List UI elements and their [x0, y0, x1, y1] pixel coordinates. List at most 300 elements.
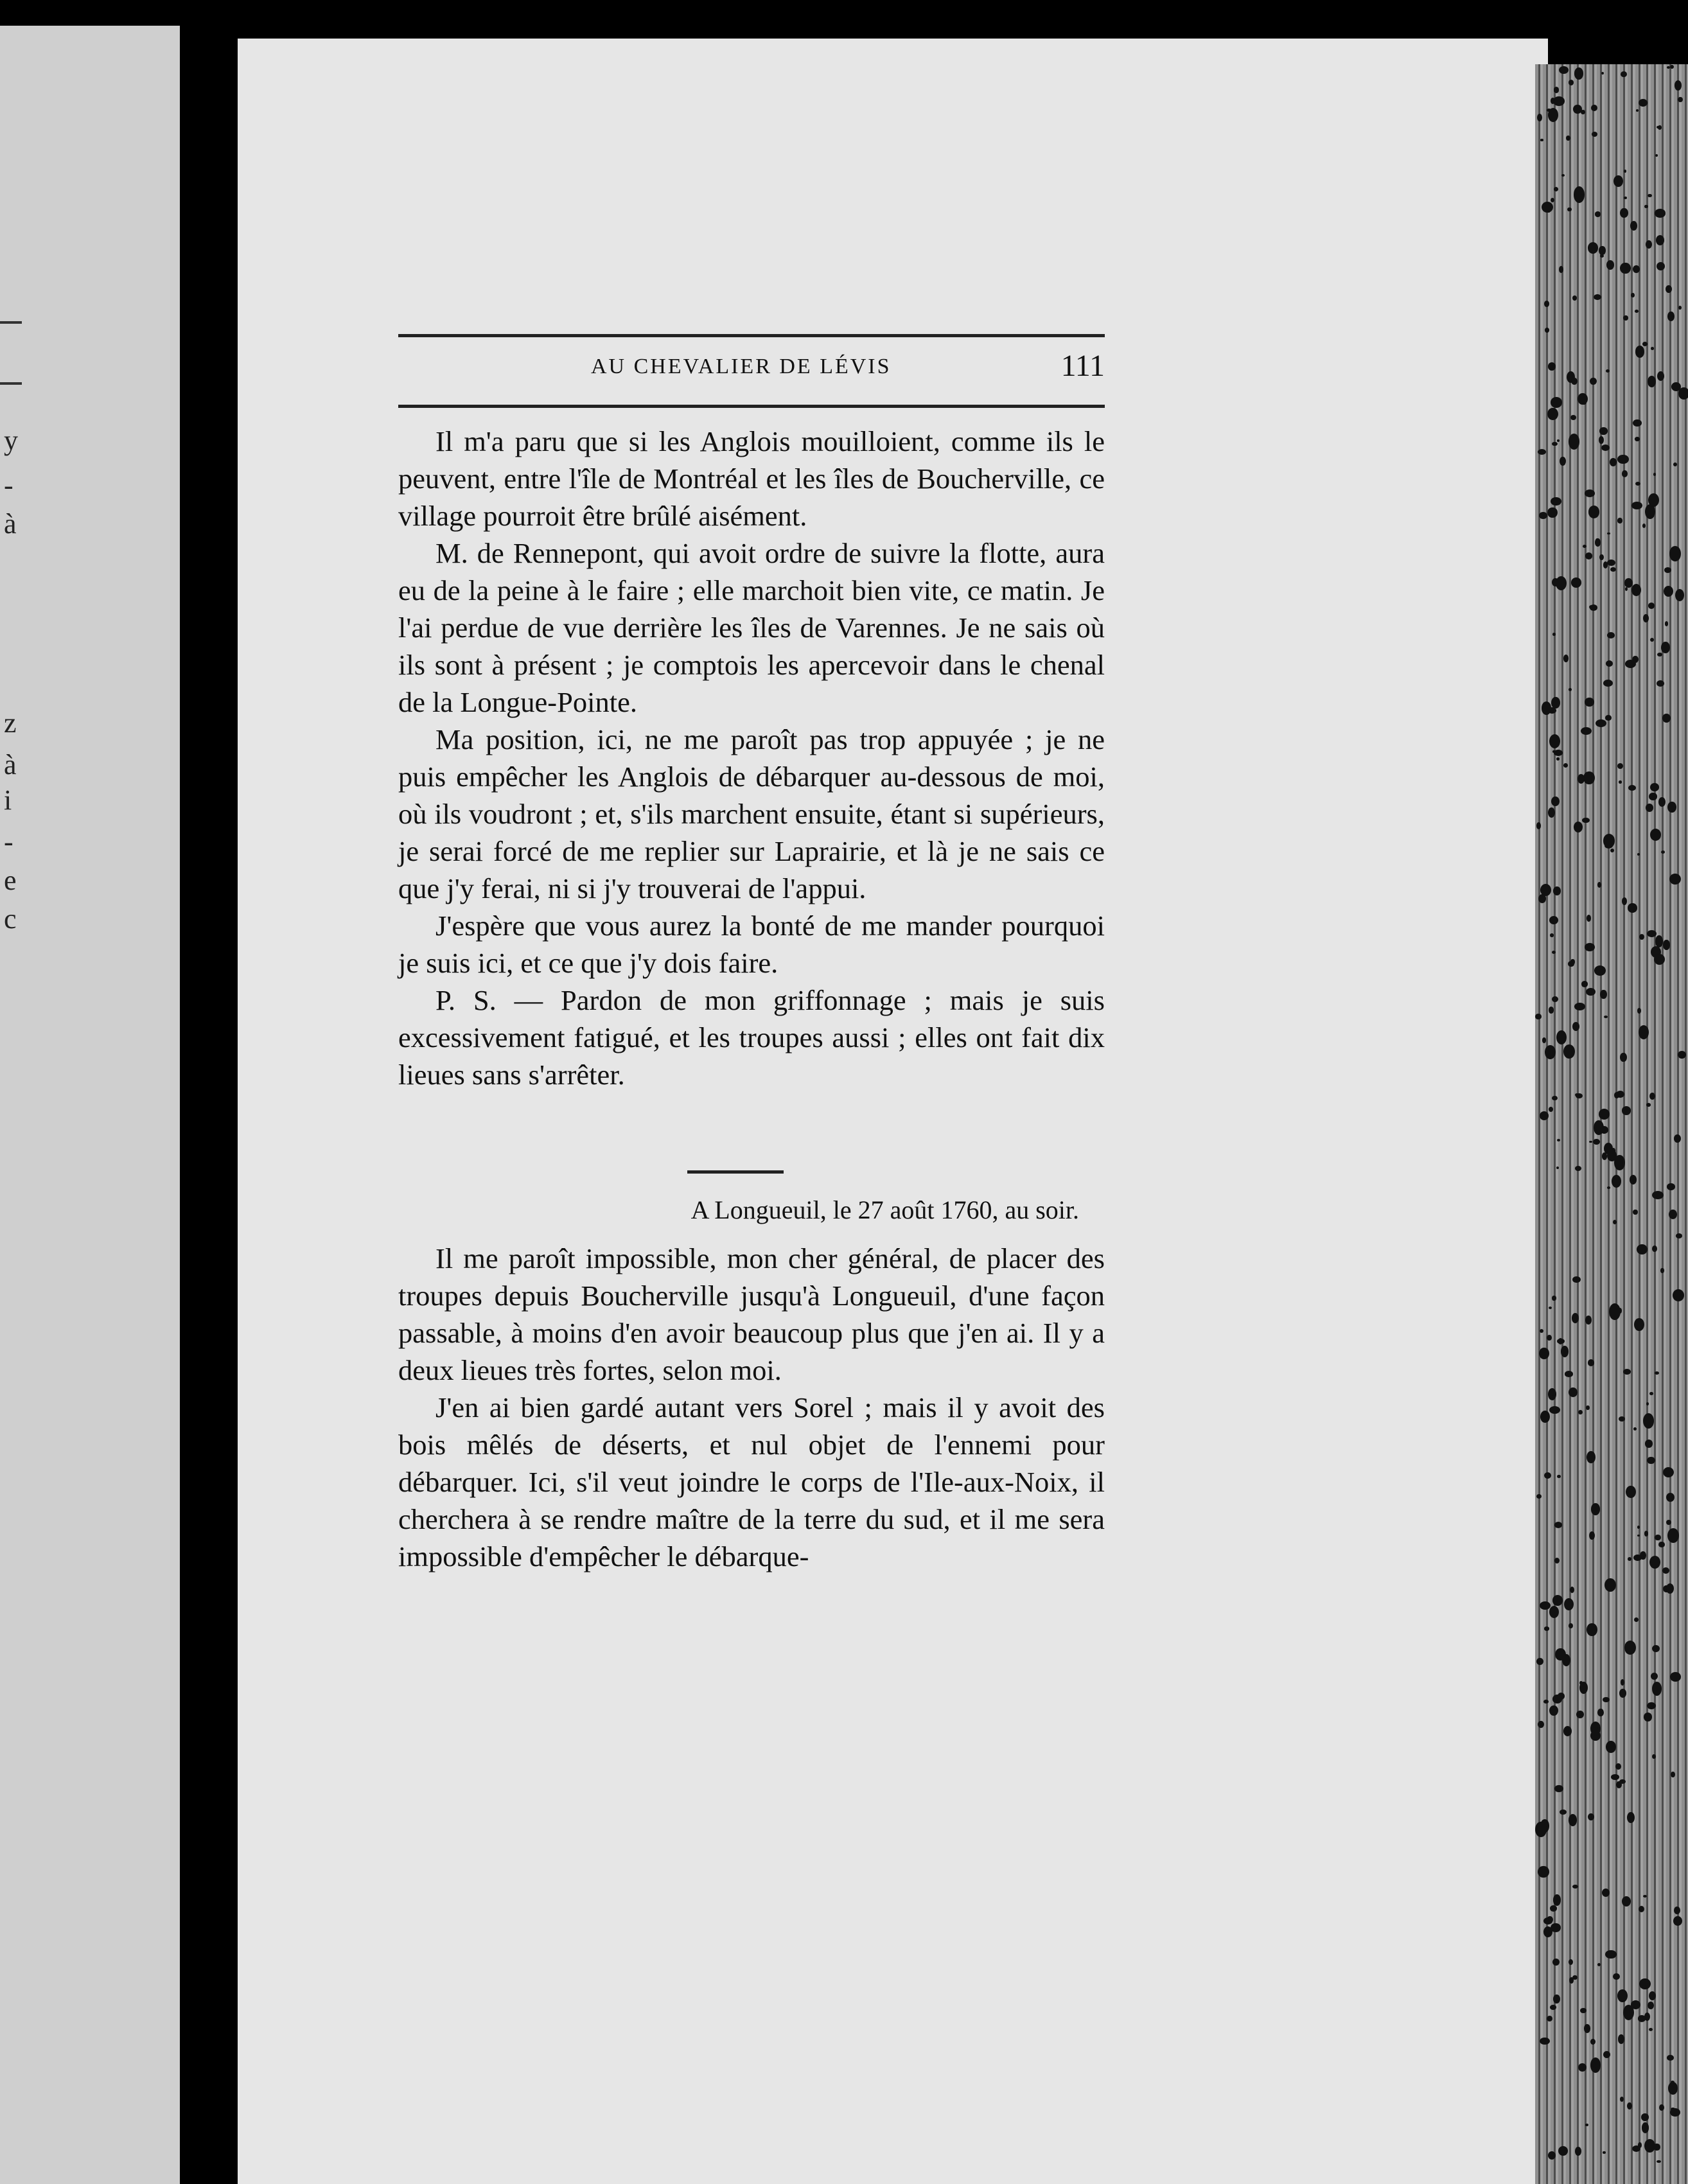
facing-page-edge [0, 26, 180, 2184]
edge-speckle [1624, 1641, 1636, 1655]
edge-speckle [1657, 2160, 1660, 2163]
edge-speckle [1588, 1813, 1594, 1820]
edge-speckle [1554, 187, 1558, 191]
edge-speckle [1622, 1106, 1631, 1115]
edge-speckle [1538, 449, 1546, 455]
edge-speckle [1551, 797, 1559, 806]
edge-speckle [1617, 763, 1623, 769]
edge-speckle [1570, 415, 1576, 420]
edge-speckle [1666, 1583, 1674, 1594]
edge-speckle [1626, 1486, 1636, 1499]
edge-speckle [1674, 1907, 1680, 1914]
edge-speckle [1617, 518, 1622, 523]
edge-speckle [1655, 1535, 1660, 1540]
edge-speckle [1603, 1697, 1610, 1702]
edge-speckle [1554, 750, 1563, 756]
edge-speckle [1572, 1975, 1578, 1980]
edge-speckle [1610, 567, 1616, 572]
facing-page-fragment: z [4, 707, 17, 739]
edge-speckle [1633, 1210, 1637, 1215]
edge-speckle [1630, 221, 1637, 231]
edge-speckle [1542, 701, 1552, 715]
edge-speckle [1549, 1307, 1552, 1309]
edge-speckle [1637, 1244, 1648, 1255]
edge-speckle [1584, 2024, 1590, 2032]
edge-speckle [1549, 1107, 1554, 1112]
edge-speckle [1657, 262, 1665, 270]
edge-speckle [1588, 1359, 1595, 1366]
edge-speckle [1639, 934, 1644, 940]
edge-speckle [1565, 1371, 1573, 1377]
edge-speckle [1600, 990, 1606, 999]
edge-speckle [1540, 1601, 1551, 1610]
edge-speckle [1639, 1978, 1651, 1990]
edge-speckle [1666, 1520, 1671, 1525]
edge-speckle [1549, 1007, 1554, 1014]
edge-speckle [1648, 376, 1656, 387]
edge-speckle [1649, 1991, 1656, 2000]
edge-speckle [1605, 715, 1612, 721]
edge-speckle [1549, 734, 1560, 749]
edge-speckle [1678, 306, 1682, 310]
edge-speckle [1658, 1542, 1665, 1547]
edge-speckle [1552, 1959, 1560, 1966]
edge-speckle [1540, 1411, 1550, 1423]
edge-speckle [1570, 959, 1575, 964]
edge-speckle [1536, 1658, 1543, 1665]
edge-speckle [1607, 533, 1610, 535]
edge-speckle [1574, 1003, 1585, 1010]
edge-speckle [1624, 197, 1626, 199]
edge-speckle [1603, 2051, 1610, 2058]
edge-speckle [1603, 2151, 1606, 2154]
edge-speckle [1622, 470, 1628, 477]
edge-speckle [1553, 886, 1561, 895]
edge-speckle [1585, 1316, 1592, 1325]
edge-speckle [1669, 546, 1681, 561]
edge-speckle [1669, 1210, 1677, 1219]
edge-speckle [1609, 1303, 1621, 1320]
edge-speckle [1549, 1705, 1558, 1716]
edge-speckle [1623, 315, 1628, 321]
edge-speckle [1644, 205, 1648, 209]
edge-speckle [1569, 1959, 1573, 1965]
edge-speckle [1578, 2063, 1587, 2072]
edge-speckle [1554, 1785, 1563, 1793]
running-head: AU CHEVALIER DE LÉVIS [591, 355, 892, 378]
edge-speckle [1630, 1175, 1637, 1184]
facing-page-fragment: à [4, 749, 17, 780]
edge-speckle [1644, 1531, 1648, 1536]
edge-speckle [1653, 473, 1656, 476]
edge-speckle [1620, 208, 1628, 218]
edge-speckle [1543, 1700, 1549, 1704]
edge-speckle [1651, 347, 1654, 350]
edge-speckle [1548, 807, 1555, 818]
edge-speckle [1666, 285, 1672, 293]
edge-speckle [1635, 310, 1639, 313]
edge-speckle [1551, 198, 1554, 202]
edge-speckle [1583, 771, 1594, 785]
edge-speckle [1572, 1313, 1579, 1323]
edge-speckle [1586, 988, 1596, 996]
postscript: P. S. — Pardon de mon griffonnage ; mais je suis excessivement fatigué, et les troupes aussi ; elles ont fait dix lieues sans s'arrêter. [398, 984, 1105, 1091]
edge-speckle [1545, 1045, 1556, 1059]
edge-speckle [1667, 1183, 1675, 1190]
edge-speckle [1602, 1889, 1610, 1897]
edge-speckle [1560, 1810, 1567, 1815]
edge-speckle [1590, 2057, 1601, 2073]
edge-speckle [1566, 136, 1570, 141]
edge-speckle [1559, 66, 1569, 74]
facing-page-fragment: y [4, 425, 18, 456]
edge-speckle [1581, 191, 1585, 195]
edge-speckle [1661, 642, 1670, 653]
edge-speckle [1558, 1338, 1563, 1344]
edge-speckle [1559, 266, 1564, 273]
edge-speckle [1579, 1682, 1588, 1695]
edge-speckle [1678, 97, 1682, 102]
edge-speckle [1554, 87, 1560, 92]
edge-speckle [1540, 139, 1543, 141]
edge-speckle [1664, 567, 1671, 573]
edge-speckle [1663, 1467, 1674, 1477]
edge-speckle [1666, 1493, 1675, 1502]
edge-speckle [1645, 1440, 1653, 1448]
edge-speckle [1549, 916, 1559, 925]
edge-speckle [1556, 1030, 1567, 1044]
edge-speckle [1563, 655, 1569, 662]
edge-speckle [1631, 293, 1634, 297]
edge-speckle [1597, 1963, 1601, 1966]
edge-speckle [1615, 1763, 1621, 1770]
edge-speckle [1536, 822, 1542, 829]
edge-speckle [1554, 1522, 1563, 1528]
edge-speckle [1665, 621, 1669, 626]
edge-speckle [1631, 502, 1642, 509]
header-bottom-rule [398, 405, 1105, 408]
edge-speckle [1633, 419, 1641, 427]
edge-speckle [1587, 1623, 1597, 1636]
edge-speckle [1551, 98, 1555, 104]
edge-speckle [1555, 1648, 1565, 1660]
facing-page-fragment: - [4, 470, 13, 501]
edge-speckle [1557, 1475, 1560, 1478]
edge-speckle [1648, 2002, 1654, 2010]
edge-speckle [1580, 2008, 1586, 2013]
edge-speckle [1592, 132, 1598, 137]
edge-speckle [1540, 1111, 1549, 1120]
edge-speckle [1578, 393, 1588, 405]
edge-speckle [1550, 2005, 1556, 2010]
edge-speckle [1625, 660, 1636, 668]
edge-speckle [1628, 903, 1637, 912]
edge-speckle [1587, 1451, 1596, 1464]
edge-speckle [1671, 1772, 1675, 1777]
edge-speckle [1585, 2124, 1588, 2127]
edge-speckle [1619, 1416, 1625, 1422]
edge-speckle [1670, 65, 1673, 69]
edge-speckle [1675, 589, 1684, 601]
edge-speckle [1655, 1371, 1659, 1375]
edge-speckle [1572, 295, 1577, 301]
edge-speckle [1635, 437, 1640, 441]
edge-speckle [1553, 1995, 1560, 2004]
edge-speckle [1662, 1567, 1669, 1574]
edge-speckle [1569, 434, 1580, 450]
edge-speckle [1660, 1268, 1664, 1273]
edge-speckle [1594, 965, 1606, 976]
edge-speckle [1544, 301, 1549, 307]
edge-speckle [1539, 1348, 1549, 1359]
edge-speckle [1647, 1457, 1655, 1464]
edge-speckle [1648, 493, 1659, 507]
edge-speckle [1649, 1392, 1653, 1395]
edge-speckle [1619, 1779, 1626, 1784]
edge-speckle [1619, 1689, 1626, 1698]
edge-speckle [1586, 1405, 1589, 1410]
edge-speckle [1574, 67, 1584, 80]
edge-speckle [1655, 935, 1664, 947]
edge-speckle [1576, 1711, 1584, 1719]
edge-speckle [1540, 2038, 1550, 2045]
edge-speckle [1635, 482, 1640, 486]
edge-speckle [1620, 1053, 1626, 1062]
edge-speckle [1588, 242, 1598, 254]
edge-speckle [1613, 175, 1623, 187]
edge-speckle [1627, 2102, 1632, 2109]
letter-body [398, 1240, 1105, 1575]
edge-speckle [1649, 1556, 1660, 1569]
edge-speckle [1569, 688, 1572, 691]
edge-speckle [1667, 2055, 1674, 2060]
edge-speckle [1607, 1186, 1610, 1189]
edge-speckle [1646, 804, 1653, 812]
edge-speckle [1642, 2122, 1649, 2133]
edge-speckle [1597, 1709, 1603, 1716]
edge-speckle [1603, 680, 1613, 687]
edge-speckle [1558, 2146, 1568, 2156]
edge-speckle [1554, 1558, 1560, 1563]
edge-speckle [1563, 763, 1568, 768]
edge-speckle [1552, 1695, 1562, 1704]
edge-speckle [1638, 2015, 1646, 2021]
edge-speckle [1552, 442, 1557, 446]
edge-speckle [1639, 1906, 1644, 1912]
edge-speckle [1538, 1721, 1544, 1729]
edge-speckle [1658, 797, 1666, 807]
edge-speckle [1617, 1989, 1628, 2003]
edge-speckle [1587, 915, 1591, 921]
edge-speckle [1538, 1866, 1549, 1878]
edge-speckle [1673, 1289, 1684, 1301]
edge-speckle [1603, 834, 1615, 848]
edge-speckle [1667, 66, 1669, 69]
edge-speckle [1678, 1051, 1686, 1059]
edge-speckle [1657, 653, 1662, 657]
page-block-edge [1535, 64, 1688, 2184]
edge-speckle [1644, 1713, 1652, 1721]
edge-speckle [1552, 1096, 1558, 1100]
edge-speckle [1647, 1702, 1656, 1709]
edge-speckle [1557, 1139, 1560, 1141]
edge-speckle [1548, 1388, 1556, 1400]
edge-speckle [1673, 1916, 1682, 1926]
edge-speckle [1635, 346, 1645, 358]
facing-page-fragment: e [4, 865, 17, 896]
edge-speckle [1549, 1406, 1561, 1414]
edge-speckle [1585, 552, 1593, 559]
edge-speckle [1606, 369, 1610, 373]
edge-speckle [1650, 783, 1658, 791]
edge-speckle [1662, 714, 1671, 723]
edge-speckle [1574, 822, 1583, 832]
edge-speckle [1552, 996, 1558, 1003]
letter-body [398, 423, 1105, 1093]
edge-speckle [1552, 1296, 1556, 1301]
edge-speckle [1551, 697, 1560, 709]
edge-speckle [1670, 1672, 1681, 1681]
edge-speckle [1639, 99, 1648, 107]
edge-speckle [1659, 2104, 1664, 2111]
edge-speckle [1620, 263, 1630, 274]
edge-speckle [1599, 1109, 1610, 1120]
edge-speckle [1619, 780, 1621, 783]
edge-speckle [1581, 727, 1592, 735]
edge-speckle [1627, 1812, 1635, 1823]
facing-page-rule [0, 382, 22, 385]
edge-speckle [1590, 378, 1597, 385]
edge-speckle [1644, 2139, 1655, 2153]
edge-speckle [1628, 1557, 1631, 1561]
edge-speckle [1655, 209, 1666, 217]
edge-speckle [1674, 1134, 1681, 1143]
edge-speckle [1596, 719, 1606, 727]
facing-page-fragment: i [4, 784, 12, 816]
edge-speckle [1667, 1528, 1679, 1543]
edge-speckle [1652, 1754, 1656, 1759]
edge-speckle [1570, 1587, 1574, 1594]
edge-speckle [1606, 1741, 1616, 1753]
edge-speckle [1657, 371, 1665, 382]
edge-speckle [1542, 202, 1553, 213]
edge-speckle [1601, 445, 1610, 451]
edge-speckle [1621, 1679, 1625, 1686]
edge-speckle [1606, 660, 1613, 667]
edge-speckle [1633, 1427, 1637, 1431]
edge-speckle [1618, 2034, 1625, 2043]
edge-speckle [1542, 1037, 1547, 1043]
paragraph: Il m'a paru que si les Anglois mouilloient, comme ils le peuvent, entre l'île de Montréal et les îles de Boucherville, ce village pourroit être brûlé aisément. [398, 425, 1105, 532]
edge-speckle [1643, 1413, 1654, 1429]
edge-speckle [1652, 1246, 1657, 1253]
paragraph: Il me paroît impossible, mon cher général, de placer des troupes depuis Boucherville jusqu'à Longueuil, d'une façon passable, à moins d'en avoir beaucoup plus que j'en ai. Il y a deux lieues très fortes, selon moi. [398, 1242, 1105, 1386]
edge-speckle [1647, 930, 1657, 937]
facing-page-rule [0, 321, 22, 324]
edge-speckle [1604, 1578, 1616, 1592]
edge-speckle [1675, 80, 1682, 91]
edge-speckle [1646, 1103, 1651, 1107]
edge-speckle [1601, 72, 1604, 75]
edge-speckle [1556, 576, 1567, 590]
section-divider [687, 1170, 784, 1174]
edge-speckle [1578, 1410, 1583, 1415]
edge-speckle [1676, 1233, 1682, 1238]
edge-speckle [1548, 108, 1558, 122]
edge-speckle [1657, 680, 1664, 687]
edge-speckle [1614, 1155, 1625, 1170]
edge-speckle [1583, 545, 1587, 548]
edge-speckle [1649, 2028, 1653, 2031]
edge-speckle [1663, 940, 1669, 949]
edge-speckle [1552, 633, 1556, 636]
edge-speckle [1535, 1014, 1542, 1019]
edge-speckle [1642, 524, 1646, 528]
edge-speckle [1637, 1526, 1640, 1529]
edge-speckle [1594, 294, 1602, 301]
edge-speckle [1614, 1092, 1619, 1098]
edge-speckle [1652, 1191, 1664, 1199]
edge-speckle [1550, 1905, 1557, 1912]
edge-speckle [1613, 1220, 1617, 1224]
edge-speckle [1563, 1044, 1574, 1059]
edge-speckle [1569, 1814, 1577, 1826]
edge-speckle [1544, 1626, 1550, 1630]
paragraph: M. de Rennepont, qui avoit ordre de suivre la flotte, aura eu de la peine à le faire ; elle marchoit bien vite, ce matin. Je l'ai perdue de vue derrière les îles de Varennes. Je ne sais où ils sont à présent ; je comptois les apercevoir dans le chenal de la Longue-Pointe. [398, 537, 1105, 718]
edge-speckle [1551, 497, 1561, 506]
edge-speckle [1620, 2097, 1624, 2102]
edge-speckle [1605, 1950, 1616, 1959]
edge-speckle [1651, 1673, 1658, 1680]
edge-speckle [1561, 174, 1565, 177]
edge-speckle [1640, 1551, 1646, 1560]
edge-speckle [1569, 80, 1574, 85]
edge-speckle [1537, 114, 1542, 121]
edge-speckle [1678, 387, 1688, 400]
edge-speckle [1623, 1369, 1631, 1375]
edge-speckle [1535, 1822, 1547, 1837]
edge-speckle [1622, 1896, 1631, 1907]
edge-speckle [1650, 829, 1661, 841]
edge-speckle [1588, 506, 1600, 518]
edge-speckle [1572, 1885, 1578, 1889]
edge-speckle [1612, 1175, 1622, 1188]
edge-speckle [1590, 604, 1597, 611]
edge-speckle [1633, 265, 1640, 273]
edge-speckle [1590, 2039, 1595, 2045]
header-top-rule [398, 334, 1105, 337]
edge-speckle [1547, 408, 1558, 420]
edge-speckle [1567, 207, 1571, 212]
edge-speckle [1575, 2147, 1582, 2156]
facing-page-fragment: à [4, 508, 17, 540]
edge-speckle [1572, 1276, 1580, 1283]
edge-speckle [1642, 342, 1648, 346]
edge-speckle [1639, 1025, 1649, 1040]
edge-speckle [1595, 538, 1601, 547]
facing-page-fragment: - [4, 826, 13, 858]
edge-speckle [1649, 793, 1657, 800]
edge-speckle [1667, 312, 1675, 322]
edge-speckle [1600, 1126, 1608, 1134]
edge-speckle [1636, 109, 1639, 112]
edge-speckle [1599, 427, 1608, 434]
edge-speckle [1544, 1472, 1551, 1479]
edge-speckle [1560, 457, 1566, 466]
edge-speckle [1611, 1774, 1619, 1780]
edge-speckle [1628, 785, 1636, 791]
edge-speckle [1585, 698, 1594, 706]
